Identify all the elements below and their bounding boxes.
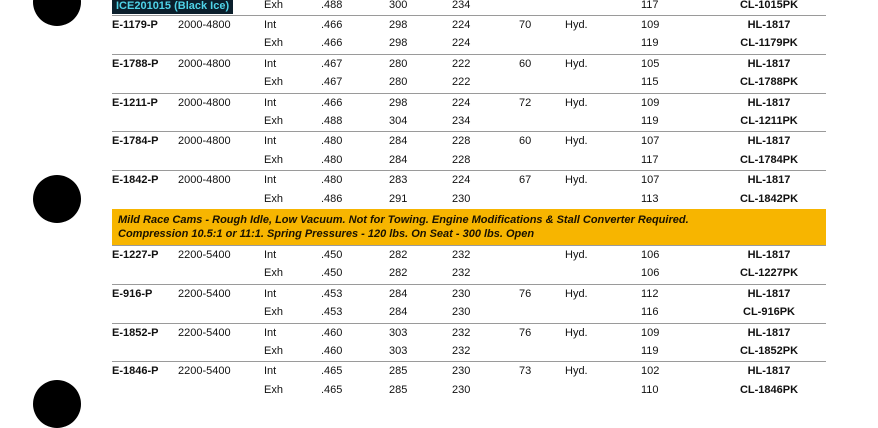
lift-value: .480 [321, 135, 343, 148]
lobe-value: 107 [641, 174, 660, 187]
black-ice-tag: ICE201015 (Black Ice) [112, 0, 233, 14]
valve-side: Int [264, 174, 277, 187]
lift-value: .466 [321, 96, 343, 109]
lifter-type: Hyd. [565, 365, 588, 378]
duration-050-value: 232 [452, 267, 471, 280]
duration-050-value: 230 [452, 383, 471, 396]
table-row [112, 190, 826, 209]
kit-number: CL-1211PK [740, 115, 798, 127]
duration-value: 300 [389, 0, 408, 11]
duration-value: 298 [389, 19, 408, 31]
lift-value: .460 [321, 326, 343, 339]
lift-value: .466 [321, 19, 343, 31]
table-row [112, 73, 826, 92]
part-number: E-1788-P [112, 57, 159, 70]
duration-value: 304 [389, 115, 408, 127]
duration-050-value: 224 [452, 174, 471, 187]
lobe-separation-value: 70 [519, 19, 532, 31]
rpm-range: 2000-4800 [178, 174, 231, 187]
valve-side: Exh [264, 37, 283, 50]
valve-side: Int [264, 135, 277, 148]
part-number: E-1784-P [112, 135, 159, 148]
duration-value: 298 [389, 96, 408, 109]
lobe-value: 117 [641, 0, 659, 11]
lifter-type: Hyd. [565, 57, 588, 70]
table-row [112, 284, 826, 304]
kit-number: CL-1015PK [739, 0, 799, 11]
banner-line-2: Compression 10.5:1 or 11:1. Spring Pressures - 120 lbs. On Seat - 300 lbs. Open [118, 228, 535, 240]
lift-value: .450 [321, 249, 343, 261]
rpm-range: 2000-4800 [178, 57, 231, 70]
kit-number: CL-1852PK [739, 345, 799, 357]
duration-050-value: 230 [452, 306, 471, 319]
lobe-value: 109 [641, 19, 660, 31]
valve-side: Exh [264, 76, 283, 89]
lobe-value: 116 [641, 306, 659, 319]
duration-value: 285 [389, 365, 408, 378]
duration-value: 282 [389, 249, 408, 261]
lobe-value: 102 [641, 365, 660, 378]
lift-value: .466 [321, 37, 343, 50]
duration-050-value: 222 [452, 76, 471, 89]
lobe-separation-value: 60 [519, 57, 532, 70]
duration-value: 291 [389, 192, 408, 205]
kit-number: HL-1817 [747, 365, 791, 378]
part-number: E-1846-P [112, 365, 159, 378]
kit-number: HL-1817 [747, 57, 791, 70]
duration-value: 284 [389, 135, 408, 148]
valve-side: Int [264, 19, 277, 31]
table-row [112, 15, 826, 35]
lifter-type: Hyd. [565, 174, 588, 187]
lobe-value: 119 [641, 37, 659, 50]
lift-value: .480 [321, 174, 343, 187]
duration-050-value: 230 [452, 287, 471, 300]
kit-number: CL-1784PK [739, 153, 799, 166]
lift-value: .465 [321, 365, 343, 378]
kit-number: HL-1817 [747, 326, 791, 339]
valve-side: Int [264, 287, 277, 300]
duration-value: 298 [389, 37, 408, 50]
table-row [112, 54, 826, 74]
duration-050-value: 234 [452, 115, 471, 127]
kit-number: CL-1179PK [740, 37, 798, 50]
lobe-value: 109 [641, 96, 660, 109]
kit-number: CL-1788PK [739, 76, 799, 89]
lobe-value: 107 [641, 135, 660, 148]
kit-number: CL-1227PK [739, 267, 799, 280]
lifter-type: Hyd. [565, 326, 588, 339]
valve-side: Exh [264, 306, 283, 319]
binder-hole-top [33, 0, 81, 26]
lobe-separation-value: 67 [519, 174, 532, 187]
lobe-value: 110 [641, 383, 659, 396]
table-row [112, 112, 826, 131]
duration-050-value: 230 [452, 365, 471, 378]
kit-number: HL-1817 [747, 96, 791, 109]
lift-value: .467 [321, 76, 343, 89]
lift-value: .488 [321, 0, 343, 11]
duration-value: 283 [389, 174, 408, 187]
valve-side: Exh [264, 0, 283, 11]
duration-050-value: 232 [452, 345, 471, 357]
duration-050-value: 224 [452, 96, 471, 109]
banner-line-1: Mild Race Cams - Rough Idle, Low Vacuum. Not for Towing. Engine Modifications & Stall Converter Required. [118, 214, 689, 226]
rpm-range: 2000-4800 [178, 135, 231, 148]
valve-side: Exh [264, 345, 283, 357]
lift-value: .453 [321, 287, 343, 300]
lobe-value: 106 [641, 249, 660, 261]
table-row [112, 361, 826, 381]
lobe-value: 115 [641, 76, 659, 89]
lobe-separation-value: 76 [519, 326, 532, 339]
kit-number: CL-1846PK [739, 383, 799, 396]
kit-number: CL-916PK [743, 306, 795, 319]
kit-number: CL-1842PK [739, 192, 799, 205]
table-row [112, 131, 826, 151]
duration-050-value: 224 [452, 19, 471, 31]
lobe-separation-value: 60 [519, 135, 532, 148]
duration-value: 280 [389, 57, 408, 70]
part-number: E-1852-P [112, 326, 159, 339]
duration-value: 284 [389, 153, 408, 166]
lobe-value: 117 [641, 153, 659, 166]
table-row [112, 303, 826, 322]
kit-number: HL-1817 [747, 249, 791, 261]
binder-hole-bottom [33, 380, 81, 428]
lifter-type: Hyd. [565, 96, 588, 109]
part-number: E-1842-P [112, 174, 159, 187]
lobe-value: 119 [641, 345, 659, 357]
duration-value: 285 [389, 383, 408, 396]
duration-050-value: 228 [452, 153, 471, 166]
rpm-range: 2000-4800 [178, 19, 231, 31]
valve-side: Int [264, 96, 277, 109]
duration-value: 282 [389, 267, 408, 280]
lift-value: .488 [321, 115, 343, 127]
rpm-range: 2200-5400 [178, 249, 231, 261]
lift-value: .453 [321, 306, 343, 319]
duration-050-value: 228 [452, 135, 471, 148]
rpm-range: 2000-4800 [178, 96, 231, 109]
duration-050-value: 234 [452, 0, 471, 11]
kit-number: HL-1817 [747, 287, 791, 300]
lift-value: .450 [321, 267, 343, 280]
lifter-type: Hyd. [565, 287, 588, 300]
part-number: E-1211-P [112, 96, 158, 109]
valve-side: Exh [264, 115, 283, 127]
part-number: E-1179-P [112, 19, 158, 31]
kit-number: HL-1817 [747, 19, 791, 31]
lobe-separation-value: 73 [519, 365, 532, 378]
lifter-type: Hyd. [565, 135, 588, 148]
valve-side: Int [264, 365, 277, 378]
part-number: E-916-P [112, 287, 153, 300]
mild-race-cams-banner [112, 209, 826, 246]
rpm-range: 2200-5400 [178, 365, 231, 378]
duration-050-value: 224 [452, 37, 471, 50]
lobe-value: 113 [641, 192, 659, 205]
lobe-value: 112 [641, 287, 659, 300]
lobe-value: 105 [641, 57, 660, 70]
rpm-range: 2200-5400 [178, 326, 231, 339]
duration-value: 284 [389, 287, 408, 300]
duration-value: 303 [389, 345, 408, 357]
lift-value: .465 [321, 383, 343, 396]
lift-value: .486 [321, 192, 343, 205]
table-row [112, 264, 826, 283]
duration-value: 303 [389, 326, 408, 339]
lobe-value: 106 [641, 267, 660, 280]
duration-value: 280 [389, 76, 408, 89]
kit-number: HL-1817 [747, 174, 791, 187]
duration-050-value: 230 [452, 192, 471, 205]
lift-value: .480 [321, 153, 343, 166]
valve-side: Int [264, 249, 277, 261]
lift-value: .460 [321, 345, 343, 357]
lobe-value: 109 [641, 326, 660, 339]
lifter-type: Hyd. [565, 19, 588, 31]
table-row [112, 34, 826, 53]
table-row [112, 245, 826, 265]
table-row [112, 93, 826, 113]
duration-value: 284 [389, 306, 408, 319]
valve-side: Exh [264, 153, 283, 166]
valve-side: Exh [264, 267, 283, 280]
table-row [112, 342, 826, 361]
table-row [112, 323, 826, 343]
lift-value: .467 [321, 57, 343, 70]
rpm-range: 2200-5400 [178, 287, 231, 300]
valve-side: Exh [264, 383, 283, 396]
table-row [112, 381, 826, 400]
valve-side: Int [264, 57, 277, 70]
valve-side: Int [264, 326, 277, 339]
duration-050-value: 232 [452, 249, 471, 261]
table-row [112, 170, 826, 190]
lobe-separation-value: 76 [519, 287, 532, 300]
valve-side: Exh [264, 192, 283, 205]
lobe-separation-value: 72 [519, 96, 532, 109]
kit-number: HL-1817 [747, 135, 791, 148]
lobe-value: 119 [641, 115, 659, 127]
binder-hole-middle [33, 175, 81, 223]
table-row [112, 151, 826, 170]
part-number: E-1227-P [112, 249, 159, 261]
duration-050-value: 222 [452, 57, 471, 70]
lifter-type: Hyd. [565, 249, 588, 261]
duration-050-value: 232 [452, 326, 471, 339]
